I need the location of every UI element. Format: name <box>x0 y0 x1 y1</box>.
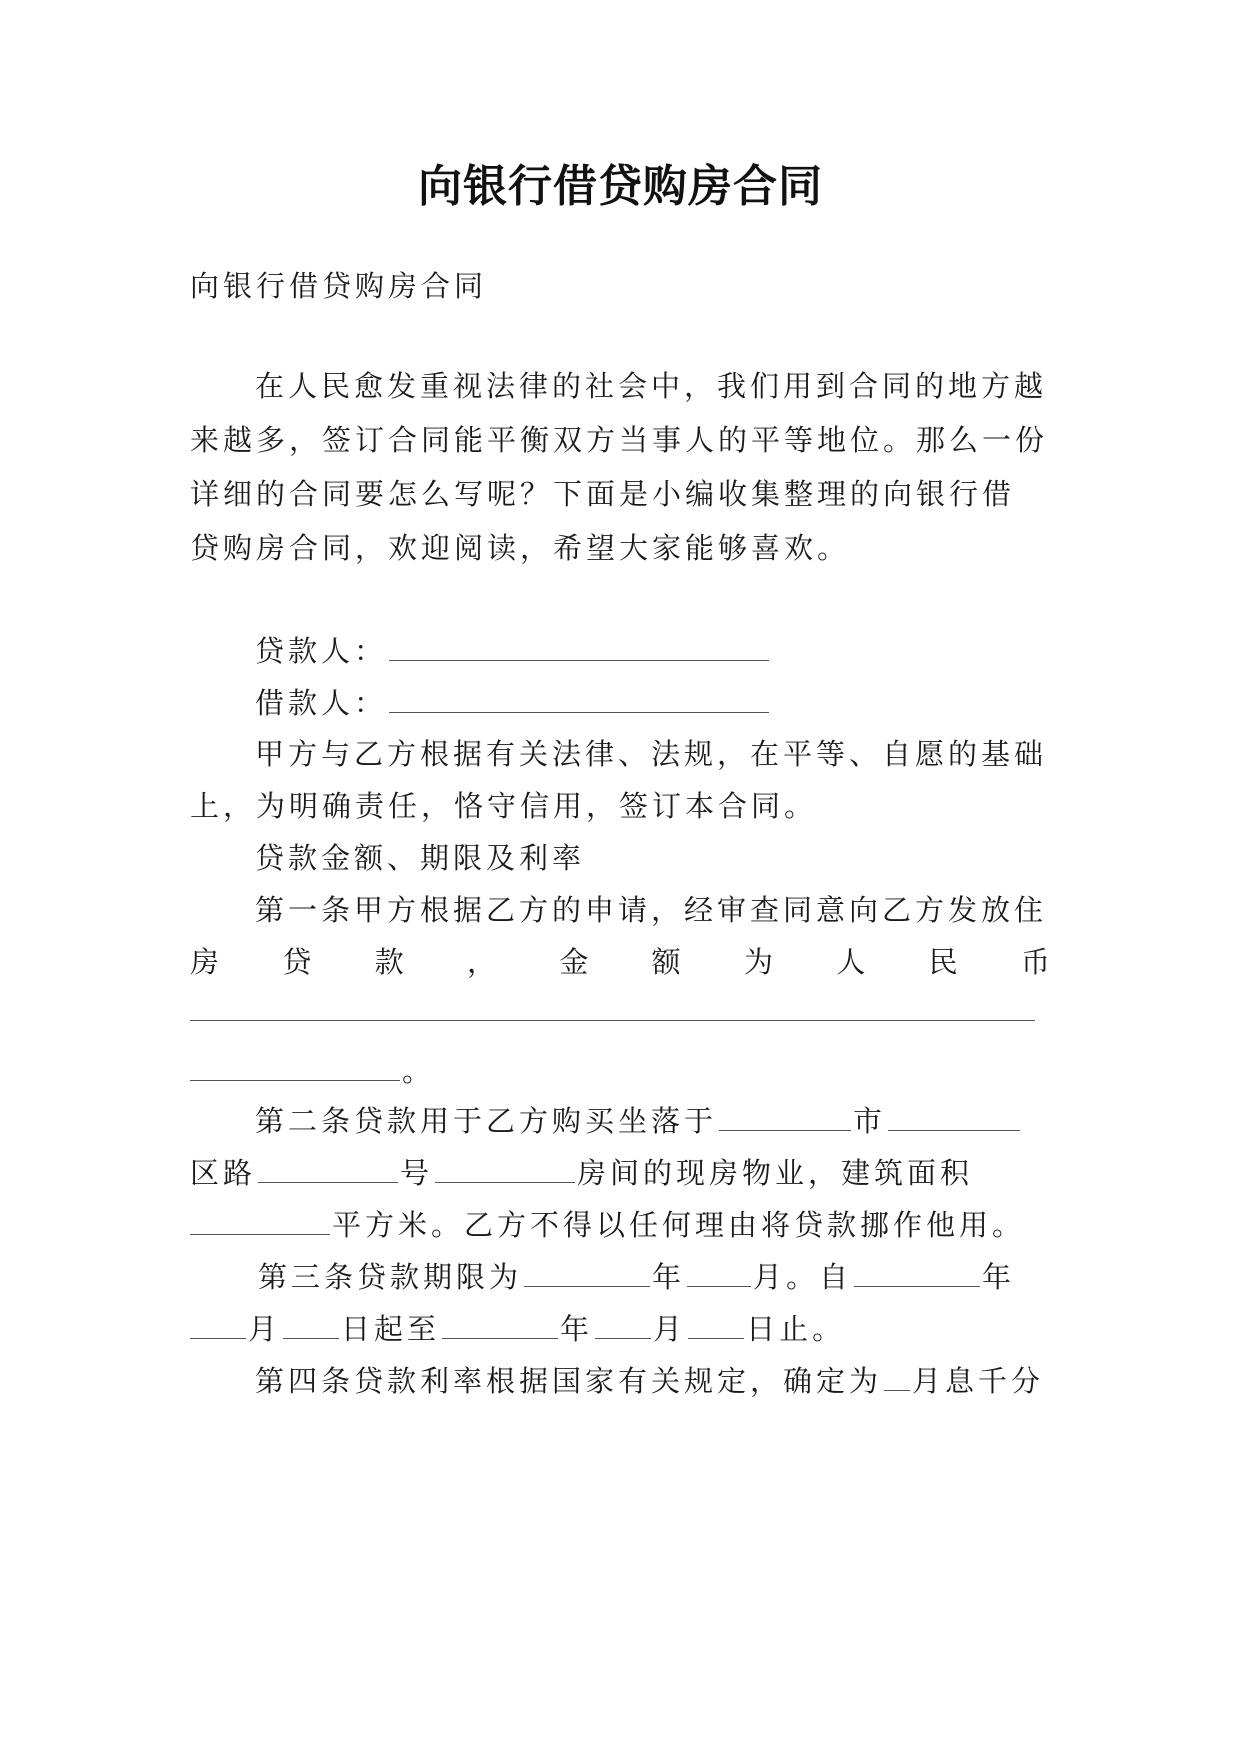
article-1-char: 贷 <box>282 945 312 979</box>
article-1-char: 房 <box>190 945 220 979</box>
city-blank[interactable] <box>719 1100 851 1131</box>
district-road-label: 区路 <box>190 1156 257 1190</box>
amount-blank-end <box>190 1050 1050 1091</box>
article-3-line-1 <box>258 1256 1053 1297</box>
article-1-char: 款 <box>374 945 404 979</box>
lender-blank[interactable] <box>389 630 769 661</box>
borrower-label: 借款人： <box>255 686 388 720</box>
start-month-blank[interactable] <box>190 1308 246 1339</box>
preamble-line-1: 甲方与乙方根据有关法律、法规，在平等、自愿的基础 <box>255 737 1048 771</box>
intro-line-4: 贷购房合同，欢迎阅读，希望大家能够喜欢。 <box>190 531 851 565</box>
period-mark: 。 <box>402 1054 436 1088</box>
document-title: 向银行借贷购房合同 <box>418 161 823 212</box>
district-blank[interactable] <box>888 1100 1020 1131</box>
article-2-line-3 <box>190 1204 1050 1245</box>
day-from-label: 日起至 <box>341 1312 441 1346</box>
amount-blank-line[interactable] <box>190 1020 1035 1021</box>
rate-blank[interactable] <box>884 1360 910 1391</box>
article-4-line-1 <box>255 1360 1050 1401</box>
article-1-char: 为 <box>743 945 773 979</box>
term-months-blank[interactable] <box>687 1256 751 1287</box>
end-year-blank[interactable] <box>442 1308 558 1339</box>
end-month-blank[interactable] <box>595 1308 651 1339</box>
lender-label: 贷款人： <box>255 634 388 668</box>
article-1-char: 币 <box>1020 945 1050 979</box>
start-year-blank[interactable] <box>854 1256 980 1287</box>
section-heading: 贷款金额、期限及利率 <box>255 841 586 875</box>
area-blank[interactable] <box>190 1204 330 1235</box>
intro-line-3: 详细的合同要怎么写呢？下面是小编收集整理的向银行借 <box>190 477 1016 511</box>
year-label: 年 <box>560 1312 594 1346</box>
article-1-char: 民 <box>928 945 958 979</box>
article-2-tail: 平方米。乙方不得以任何理由将贷款挪作他用。 <box>332 1208 1026 1242</box>
day-end-label: 日止。 <box>746 1312 846 1346</box>
year-label: 年 <box>982 1260 1016 1294</box>
month-label: 月 <box>248 1312 282 1346</box>
article-1-char: 金 <box>559 945 589 979</box>
article-3-line-2 <box>190 1308 1050 1349</box>
room-text: 房间的现房物业，建筑面积 <box>577 1156 974 1190</box>
lender-field <box>255 630 1050 671</box>
article-1-line-2 <box>190 942 1050 982</box>
start-day-blank[interactable] <box>283 1308 339 1339</box>
article-2-line-2 <box>190 1152 1050 1193</box>
borrower-field <box>255 682 1050 723</box>
article-1-line-1: 第一条甲方根据乙方的申请，经审查同意向乙方发放住 <box>255 893 1048 927</box>
month-label: 月 <box>653 1312 687 1346</box>
article-4-tail: 月息千分 <box>912 1364 1045 1398</box>
document-subtitle: 向银行借贷购房合同 <box>190 269 488 303</box>
article-4-text: 第四条贷款利率根据国家有关规定，确定为 <box>255 1364 883 1398</box>
article-1-char: 额 <box>651 945 681 979</box>
intro-line-1: 在人民愈发重视法律的社会中，我们用到合同的地方越 <box>255 369 1048 403</box>
article-2-text: 第二条贷款用于乙方购买坐落于 <box>255 1104 718 1138</box>
number-blank[interactable] <box>435 1152 575 1183</box>
preamble-line-2: 上，为明确责任，恪守信用，签订本合同。 <box>190 789 818 823</box>
city-label: 市 <box>853 1104 887 1138</box>
amount-blank-tail[interactable] <box>190 1050 400 1081</box>
borrower-blank[interactable] <box>389 682 769 713</box>
month-from-label: 月。自 <box>753 1260 853 1294</box>
year-label: 年 <box>652 1260 686 1294</box>
article-1-char: 人 <box>836 945 866 979</box>
term-years-blank[interactable] <box>524 1256 650 1287</box>
article-3-text: 第三条贷款期限为 <box>258 1260 523 1294</box>
number-label: 号 <box>400 1156 434 1190</box>
article-1-char: ， <box>466 945 496 979</box>
road-blank[interactable] <box>258 1152 398 1183</box>
end-day-blank[interactable] <box>688 1308 744 1339</box>
article-2-line-1 <box>255 1100 1050 1141</box>
intro-line-2: 来越多，签订合同能平衡双方当事人的平等地位。那么一份 <box>190 423 1049 457</box>
